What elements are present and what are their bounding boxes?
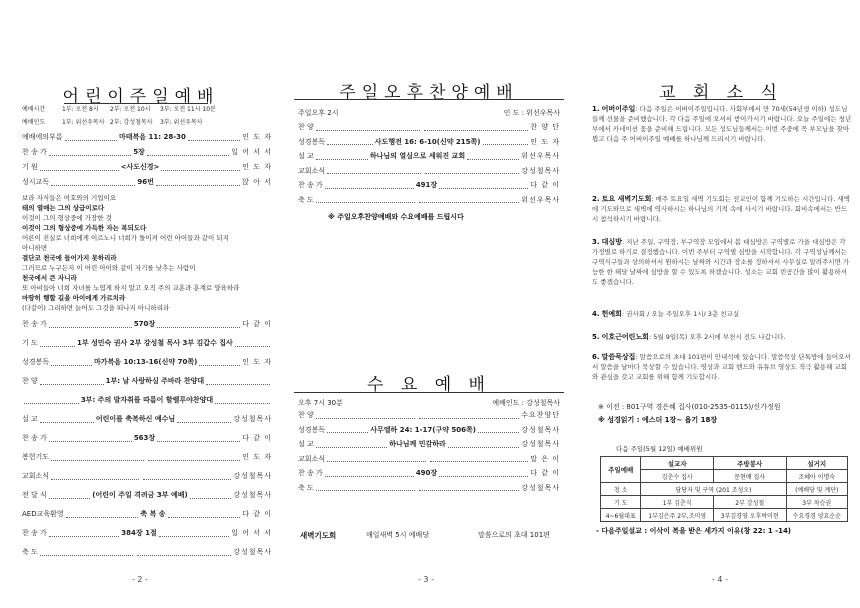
order-label: 성경봉독: [298, 425, 326, 434]
news-number: 2.: [592, 195, 600, 203]
news-heading: 이호근어린노회: [601, 333, 649, 341]
leader-dots: [157, 321, 240, 328]
order-label: 기 도: [22, 339, 38, 347]
table-cell: 조혜아 이명숙: [786, 470, 848, 483]
dawn-devotional: 말씀으로의 초대 101편: [478, 531, 550, 539]
news-title: 교 회 소 식: [659, 83, 783, 103]
leader-dots: [467, 153, 519, 160]
leader-dots: [316, 412, 416, 419]
order-row: [22, 394, 272, 406]
title-underline-2: [294, 392, 564, 393]
table-cell: 1부 김춘식: [641, 496, 713, 509]
news-item: [592, 237, 852, 287]
leader-dots: [66, 511, 139, 518]
table-cell: 4~6월대표: [601, 509, 641, 522]
table-cell: 담당자 및 구역 (201 조성오): [641, 483, 786, 496]
order-leader: 강성철목사: [521, 483, 560, 492]
leader-dots: [325, 182, 414, 189]
order-leader: 강성철목사: [521, 166, 560, 175]
order-item: 563장: [133, 434, 156, 442]
order-leader: 인 도 자: [242, 163, 272, 171]
table-head: 주방봉사: [713, 457, 786, 470]
order-leader: 강성철목사: [233, 415, 273, 423]
order-row: [22, 337, 272, 349]
reading-line: 어른이 진실로 너희에게 이르노니 너희가 돌이켜 어린 아이들과 같이 되지: [22, 234, 229, 242]
order-leader: 다 같 이: [242, 510, 273, 518]
leader-dots: [316, 484, 416, 491]
time-3: 3부: 오전 11시 10분: [160, 106, 216, 113]
order-leader: 일 어 서 서: [231, 529, 272, 537]
leader-dots: [316, 196, 416, 203]
order-item: 어린이를 축복하신 예수님: [95, 415, 176, 423]
table-head: 설거지: [786, 457, 848, 470]
order-row: [22, 131, 272, 143]
reading-line: 이것이 그의 형상중에 가장한 것: [22, 214, 112, 222]
order-leader: 위선우목사: [521, 152, 560, 160]
order-row: [22, 318, 272, 330]
order-label: 성시교독: [22, 178, 50, 186]
order-label: 교회소식: [298, 166, 326, 175]
order-item: <사도신경>: [120, 163, 160, 171]
order-row: [22, 489, 272, 501]
order-label: 찬 양: [298, 123, 314, 131]
wednesday-time: 오후 7시 30분: [298, 399, 343, 407]
order-row: [22, 546, 272, 558]
order-leader: 일 어 서 서: [231, 148, 272, 156]
duty-table: [600, 456, 848, 522]
leader-dots: [40, 378, 104, 385]
order-leader: 다 같 이: [242, 434, 272, 442]
page-title: 어린이주일예배: [62, 87, 220, 107]
order-item: 570장: [133, 320, 156, 328]
order-leader: 수요찬양단: [521, 411, 560, 419]
leader-dots: [65, 134, 117, 141]
table-cell: 기 도: [601, 496, 641, 509]
order-label: 교회소식: [22, 472, 50, 480]
leader-dots: [49, 149, 131, 156]
order-label: 봉헌기도: [22, 453, 50, 461]
news-heading: 말씀묵상집: [601, 353, 636, 361]
page-number: - 3 -: [418, 575, 434, 584]
order-item: 490장: [415, 469, 438, 477]
table-cell: 1부김은주 2부,조미영: [641, 509, 713, 522]
leader-dots: [316, 153, 368, 160]
news-heading: 토요 새벽기도회: [601, 195, 652, 203]
order-leader: 강성철목사: [233, 548, 272, 556]
leader-dots: [190, 492, 232, 499]
time-2: 2부: 오전 10시: [110, 106, 151, 113]
leader-dots: [316, 441, 387, 448]
leader-dots: [419, 196, 519, 203]
news-item: [592, 332, 852, 342]
news-text: : 다음 주일은 어버이주일입니다. 사회부에서 만 70세(54년생 이하) 성도님들께 선물을 준비했습니다. 각 다음 주일에 오셔서 받아가시기 바랍니다. 오늘 주일에는 청년부에서 카네이션 꽃을 준비해 드립니다. 모든 성도님들께서는 이번 주중에 꼭 부모님을 찾아뵙고 다음 주 어버이주일 예배를 하나님께 드리시기 바랍니다.: [592, 105, 852, 143]
news-item: [592, 309, 852, 319]
afternoon-time: 주일오후 2시: [298, 109, 339, 117]
news-text: : 5월 9일(목) 오후 2시에 부천시 전도 나갑니다.: [648, 333, 786, 341]
order-leader: 다 같 이: [242, 320, 272, 328]
reading-line: 천국에서 큰 자니라: [22, 274, 77, 282]
news-text: : 권사회 / 오늘 주일오후 1시/ 3층 친교실: [621, 310, 740, 318]
leader-dots: [49, 492, 91, 499]
order-label: 찬 송 가: [298, 469, 323, 477]
leader-dots: [147, 149, 229, 156]
page-4: [582, 0, 860, 608]
order-row: [22, 146, 272, 158]
leader-dots: [143, 473, 231, 480]
leader-dots: [439, 182, 528, 189]
order-row: [298, 165, 560, 177]
page-3: [288, 0, 570, 608]
news-heading: 어버이주일: [601, 105, 636, 113]
order-leader: 강성철목사: [233, 491, 272, 499]
order-label: 설 교: [22, 415, 38, 423]
leader-dots: [168, 511, 241, 518]
order-label: 축 도: [298, 195, 314, 204]
title-underline: [666, 99, 776, 100]
reading-line: (다같이) 그리하면 늙어도 그것을 떠나지 아니하리라: [22, 304, 170, 312]
bible-reading: ※ 성경읽기 : 에스더 1장~ 욥기 18장: [598, 416, 718, 424]
poem-head: 보라 자식들은 여호와의 기업이요: [22, 194, 117, 202]
order-row: [298, 150, 560, 162]
order-leader: 다 같 이: [530, 181, 560, 189]
leader-dots: [419, 484, 519, 491]
news-item: [592, 352, 852, 382]
order-label: 찬 양: [22, 377, 38, 385]
order-leader: 강성철목사: [521, 425, 560, 434]
order-label: 교회소식: [298, 454, 326, 463]
leader-dots: [51, 473, 139, 480]
order-leader: 찬 양 단: [530, 123, 560, 131]
reading-line: 태의 열매는 그의 상급이로다: [22, 204, 105, 212]
order-row: [22, 470, 272, 482]
order-item: (어린이 주일 격려금 3부 예배): [92, 491, 188, 499]
order-item: 96번: [137, 178, 154, 186]
afternoon-title: 주일오후찬양예배: [339, 83, 519, 103]
order-row: [298, 409, 560, 421]
order-label: 찬 송 가: [22, 320, 47, 328]
order-item: 마가복음 10:13-16(신약 70쪽): [94, 358, 198, 366]
reading-line: 이것이 그의 형상중에 가득한 자는 복되도다: [22, 224, 147, 232]
order-row: [22, 176, 272, 188]
leader-dots: [49, 435, 132, 442]
page-2: [0, 0, 282, 608]
order-item: 사도행전 16: 6-10(신약 215쪽): [374, 137, 481, 146]
order-item: 5장: [133, 148, 145, 156]
order-item: 마태복음 11: 28-30: [118, 133, 186, 141]
leader-2: 2부: 강성철목사: [110, 119, 153, 126]
order-item: 3부: 주의 발자취를 따름이 할렐루야찬양대: [80, 396, 214, 404]
leader-3: 3부: 위선우목사: [160, 119, 203, 126]
table-cell: 청 소: [601, 483, 641, 496]
order-leader: 인 도 자: [242, 453, 272, 461]
order-row: [22, 508, 272, 520]
table-cell: 2부 강성철: [713, 496, 786, 509]
order-row: [22, 375, 272, 387]
news-number: 6.: [592, 353, 600, 361]
title-underline: [294, 99, 564, 100]
leader-dots: [327, 426, 368, 433]
order-label: 찬 송 가: [22, 529, 47, 537]
page-number: - 4 -: [712, 575, 728, 584]
order-row: [22, 413, 272, 425]
news-text: : 말씀으로의 초대 101편이 안내석에 있습니다. 말씀묵상 단톡방에 들어오셔서 말씀을 날마다 묵상할 수 있습니다. 영상과 교회 밴드와 유튜브 영상도 적극 활용해 교회와 관심을 갖고 교회를 위해 함께 기도합시다.: [592, 353, 851, 381]
order-leader: 인 도 자: [530, 137, 560, 146]
order-row: [22, 161, 272, 173]
order-leader: 말 은 이: [530, 454, 560, 463]
wednesday-leader: 예배인도 : 강성철목사: [492, 399, 560, 407]
order-row: [298, 121, 560, 133]
wednesday-title: 수 요 예 배: [367, 375, 491, 395]
order-label: 축 도: [298, 483, 314, 492]
reading-line: 아니하면: [22, 244, 48, 252]
table-cell: 3부 차승권: [786, 496, 848, 509]
order-leader: 위선우목사: [521, 195, 560, 204]
news-text: : 매주 토요일 새벽 기도회는 전교인이 함께 기도하는 시간입니다. 새벽에 기도하므로 새벽에 역사하시는 하나님의 기적 속에 사시기 바랍니다. 회비속에서는 반드시 참석하시기 바랍니다.: [592, 195, 851, 223]
reading-line: 또 아비들아 너희 자녀를 노엽게 하지 말고 오직 주의 교훈과 훈계로 양육하라: [22, 284, 240, 292]
leader-dots: [161, 164, 240, 171]
worship-note: ※ 주일오후찬양예배와 수요예배를 드립시다: [328, 213, 464, 221]
order-row: [22, 451, 272, 463]
leaders-label: 예배인도: [22, 119, 46, 126]
table-cell: 수요경경 양요순순: [786, 509, 848, 522]
leader-dots: [199, 359, 240, 366]
leader-dots: [148, 454, 241, 461]
news-number: 5.: [592, 333, 600, 341]
reading-line: 마땅히 행할 길을 아이에게 가르치라: [22, 294, 126, 302]
order-row: [298, 179, 560, 191]
order-leader: 다 같 이: [530, 469, 560, 477]
order-leader: 강성철목사: [233, 472, 272, 480]
order-label: 기 원: [22, 163, 38, 171]
dawn-prayer: 새벽기도회: [300, 531, 337, 540]
leader-dots: [156, 179, 240, 186]
leader-dots: [325, 470, 414, 477]
order-label: 찬 송 가: [22, 148, 47, 156]
leader-dots: [40, 164, 119, 171]
order-item: 384장 1절: [121, 529, 157, 537]
order-label: 전 달 식: [22, 491, 47, 499]
order-label: 찬 송 가: [22, 434, 47, 442]
times-label: 예배시간: [22, 106, 46, 113]
table-cell: 김춘수 집사: [641, 470, 713, 483]
leader-dots: [49, 530, 120, 537]
news-number: 4.: [592, 310, 600, 318]
order-row: [298, 136, 560, 148]
leader-dots: [188, 134, 240, 141]
table-cell: (예배당 및 계단): [786, 483, 848, 496]
news-text: : 지난 주일, 구역장, 부구역장 모임에서 봄 대심방은 구역별로 가을 대심방은 각 가정별로 하기로 결정했습니다. 이번 주부터 구역별 심방을 시작합니다. 각 구역성님께서는 구역식구들과 상의하셔서 원하시는 날짜와 시간과 장소를 정하셔서 사무실로 알려주시면 가능한 한 해당 날짜에 심방을 할 수 있도록 하겠습니다. 성소는 교회 빈공간을 많이 활용하셔도 좋겠습니다.: [592, 238, 850, 286]
leader-dots: [159, 530, 230, 537]
leader-dots: [215, 397, 270, 404]
dawn-schedule: 매일새벽 5시 예배당: [366, 531, 429, 539]
news-heading: 헌예회: [601, 310, 622, 318]
news-heading: 대심방: [601, 238, 622, 246]
order-row: [22, 356, 272, 368]
order-label: 예배에의부름: [22, 133, 63, 141]
leader-dots: [439, 470, 528, 477]
leader-dots: [327, 455, 426, 462]
order-item: 사무엘하 24: 1-17(구약 506쪽): [370, 425, 476, 434]
order-label: 찬 송 가: [298, 181, 323, 189]
leader-1: 1부: 위선우목사: [62, 119, 105, 126]
leader-dots: [51, 359, 92, 366]
news-number: 3.: [592, 238, 600, 246]
leader-dots: [478, 426, 519, 433]
order-leader: 인 도 자: [242, 133, 272, 141]
leader-dots: [24, 397, 79, 404]
order-item: 하나님의 열심으로 세워진 교회: [369, 152, 466, 160]
news-number: 1.: [592, 105, 600, 113]
order-row: [22, 432, 272, 444]
order-label: 설 교: [298, 152, 314, 160]
leader-dots: [327, 138, 373, 145]
move-notice: ※ 이전 : 801구역 경은혜 집사(010-2535-0115)/신가정원: [598, 403, 781, 411]
leader-dots: [40, 416, 94, 423]
leader-dots: [483, 138, 529, 145]
page-number: - 2 -: [132, 575, 148, 584]
afternoon-leader: 인 도 : 위선우목사: [503, 109, 560, 117]
table-cell: 3부김경영 오후박미현: [713, 509, 786, 522]
leader-dots: [157, 435, 240, 442]
order-label: 찬 양: [298, 411, 314, 419]
order-row: [298, 424, 560, 436]
table-head: 주일예배: [601, 457, 641, 483]
table-caption: 다음 주일(5월 12일) 예배위원: [616, 445, 703, 453]
order-row: [298, 194, 560, 206]
reading-line: 결단코 천국에 들어가지 못하리라: [22, 254, 117, 262]
news-item: [592, 104, 852, 144]
leader-dots: [137, 549, 231, 556]
leader-dots: [327, 167, 421, 174]
leader-dots: [51, 179, 135, 186]
leader-dots: [49, 321, 132, 328]
order-leader: 앉 아 서: [242, 178, 273, 186]
leader-dots: [51, 454, 144, 461]
time-1: 1부: 오전 8시: [62, 106, 99, 113]
order-row: [22, 527, 272, 539]
order-row: [298, 467, 560, 479]
leader-dots: [419, 412, 519, 419]
order-item: 하나님께 민감하라: [389, 440, 446, 448]
order-row: [298, 482, 560, 494]
leader-dots: [448, 441, 519, 448]
leader-dots: [424, 124, 528, 131]
order-row: [298, 453, 560, 465]
order-item: 491장: [415, 181, 438, 189]
order-item: 1부 성민숙 권사 2부 강성철 목사 3부 김갑수 집사: [76, 339, 233, 347]
leader-dots: [40, 340, 75, 347]
leader-dots: [316, 124, 420, 131]
order-item: 축 복 송: [140, 510, 166, 518]
leader-dots: [206, 378, 270, 385]
order-leader: 인 도 자: [242, 358, 272, 366]
order-item: 1부: 날 사랑하심 주바라 찬양대: [105, 377, 205, 385]
order-label: 성경봉독: [22, 358, 50, 366]
reading-line: 그러므로 누구든지 이 어린 아이와 같이 자기를 낮추는 사람이: [22, 264, 196, 272]
order-label: 축 도: [22, 548, 38, 556]
leader-dots: [430, 455, 529, 462]
table-cell: 문현배 집사: [713, 470, 786, 483]
leader-dots: [425, 167, 519, 174]
next-sermon: - 다음주일설교 : 이삭이 복을 받은 세가지 이유(창 22: 1 -14): [596, 527, 792, 535]
news-item: [592, 194, 852, 224]
order-row: [298, 438, 560, 450]
leader-dots: [177, 416, 231, 423]
leader-dots: [235, 340, 270, 347]
leader-dots: [40, 549, 134, 556]
table-head: 설교자: [641, 457, 713, 470]
order-label: 성경봉독: [298, 137, 326, 146]
order-label: 설 교: [298, 440, 314, 448]
order-label: AED교육환영: [22, 510, 64, 518]
order-leader: 강성철목사: [521, 440, 561, 448]
